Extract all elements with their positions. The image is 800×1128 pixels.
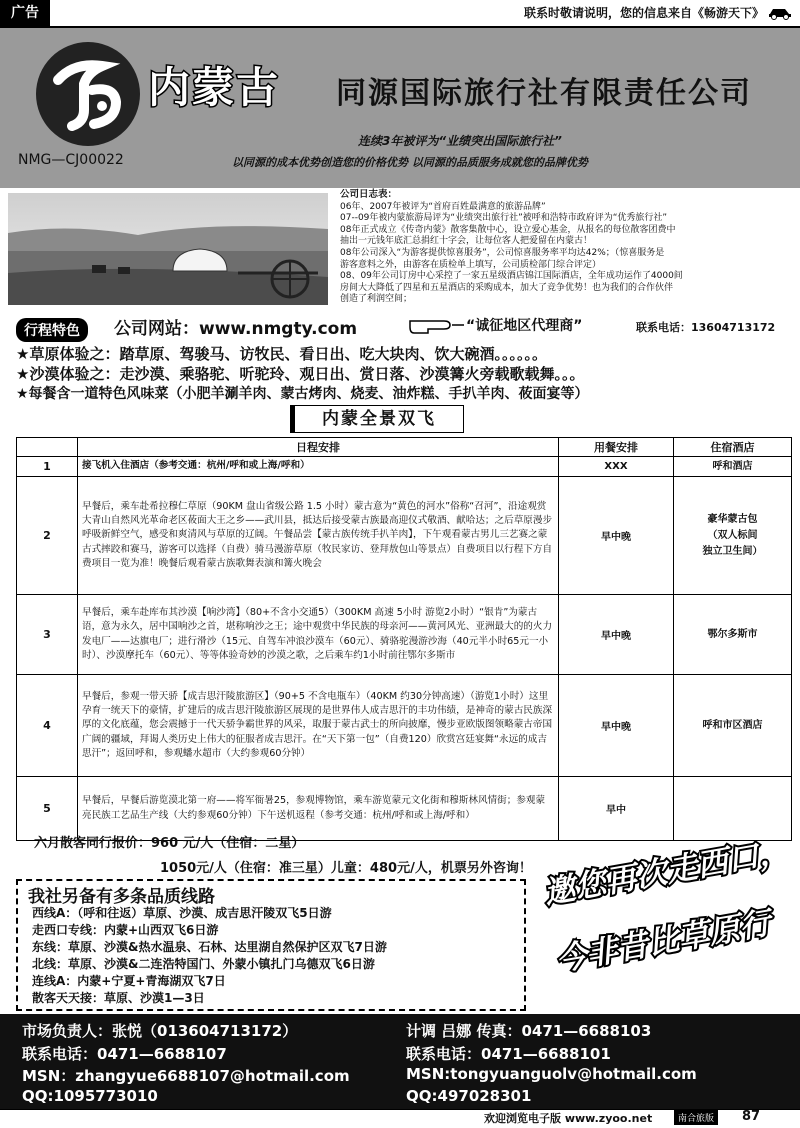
features-label: 行程特色	[16, 318, 88, 342]
route-item: 散客天天接：草原、沙漠1—3日	[32, 991, 205, 1005]
slogan-grassland: 今非昔比草原行	[553, 905, 774, 979]
meal-plan: 早中晚	[559, 477, 674, 595]
top-note: 联系时敬请说明，您的信息来自《畅游天下》	[523, 6, 764, 20]
market-manager: 市场负责人：张悦（013604713172）	[22, 1022, 298, 1040]
desert-experience: ★沙漠体验之：走沙漠、乘骆驼、听驼玲、观日出、赏日落、沙漠篝火旁载歌载舞。。。	[16, 365, 585, 383]
day-plan: 早餐后，早餐后游览漠北第一府——将军衙暑25，参观博物馆，乘车游览蒙元文化街和穆斯林风情街；参观蒙亮民族工艺品生产线（大约参观60分钟）下午送机返程（参考交通：杭州/呼和或上海/呼和）	[78, 777, 559, 841]
grassland-photo	[8, 193, 328, 305]
meal-plan: 早中晚	[559, 675, 674, 777]
brand-title: 内蒙古	[148, 63, 281, 112]
day-number: 1	[17, 457, 78, 477]
table-row	[17, 777, 792, 841]
routes-title: 我社另备有多条品质线路	[28, 887, 215, 907]
day-plan: 早餐后，乘车赴库布其沙漠【响沙湾】（80+不含小交通5）（300KM 高速 5小时 游览2小时）“银肯”为蒙古语，意为永久，居中国响沙之首，堪称响沙之王；途中观赏中华民族的母亲河——黄河风光、亚洲最大的的火力发电厂——达旗电厂；进行滑沙（15元、自驾车冲浪沙漠车（60元）、骑骆驼漫游沙海（40元半小时65元一小时）、沙漠摩托车（60元）、等等体验奇妙的沙漠之歌，之后乘车约1小时前往鄂尔多斯市	[78, 595, 559, 675]
route-item: 西线A：（呼和往返）草原、沙漠、成吉思汗陵双飞5日游	[32, 906, 332, 920]
day-plan: 早餐后，乘车赴希拉穆仁草原（90KM 盘山省级公路 1.5 小时）蒙古意为“黄色的河水”俗称“召河”，沿途观赏大青山自然风光革命老区莜面大王之乡——武川县，抵达后接受蒙古族最高迎仪式敬酒、献哈达；之后草原漫步呼吸新鲜空气，感受和爽清风与草原的辽阔。午餐品尝【蒙古族传统手扒羊肉】，下午观看蒙古男儿三艺赛之蒙古式摔跤和赛马，游客可以选择（自费）骑马漫游草原（牧民家访、登拜敖包山等景点）自费项目以行程下方自费项目一览为准！晚餐后观看蒙古族歌舞表演和篝火晚会	[78, 477, 559, 595]
day-number: 4	[17, 675, 78, 777]
planner-qq: QQ:497028301	[406, 1087, 532, 1105]
day-plan: 早餐后，参观一带天骄【成吉思汗陵旅游区】（90+5 不含电瓶车）（40KM 约30分钟高速）（游览1小时）这里孕育一统天下的豪情，扩建后的成吉思汗陵旅游区展现的是世界伟人成吉思汗的丰功伟绩，是神奇的蒙古民族深厚的文化底蕴，您会震撼于一代天骄争霸世界的风采，取服于蒙古武士的所向披靡，慢步亚欧版图领略蒙古帝国广阔的疆域，拜谒人类历史上伟大的征服者成吉思汗。在“天下第一包”（自费120）欣赏宫廷宴舞“永远的成吉思汗”；返回呼和，参观蟠水超市（大约参观60分钟）	[78, 675, 559, 777]
table-row	[17, 477, 792, 595]
planner-fax: 计调 吕娜 传真：0471—6688103	[406, 1022, 652, 1040]
contact-phone: 联系电话：13604713172	[636, 321, 776, 334]
itinerary-table	[16, 437, 792, 841]
header-slogan-2: 以同源的成本优势创造您的价格优势 以同源的品质服务成就您的品牌优势	[232, 156, 588, 169]
log-line: 08年正式成立《传奇内蒙》散客集散中心，设立爱心基金，从报名的每位散客团费中	[340, 224, 676, 235]
page-number: 87	[742, 1109, 761, 1124]
day-number: 5	[17, 777, 78, 841]
market-phone: 联系电话：0471—6688107	[22, 1045, 227, 1063]
company-name: 同源国际旅行社有限责任公司	[336, 76, 752, 111]
company-log	[340, 189, 790, 306]
meal-plan: XXX	[559, 457, 674, 477]
hotel: 豪华蒙古包 （双人标间 独立卫生间）	[674, 477, 792, 595]
log-line: 创造了利润空间；	[340, 294, 413, 305]
table-header: 住宿酒店	[674, 438, 792, 457]
log-line: 08、09年公司订房中心采控了一家五星级酒店锦江国际酒店，全年成功运作了4000间	[340, 271, 683, 282]
meal-plan: 早中晚	[559, 595, 674, 675]
grassland-experience: ★草原体验之：踏草原、驾骏马、访牧民、看日出、吃大块肉、饮大碗酒。。。。。。	[16, 345, 547, 363]
logo-mark-icon	[44, 50, 132, 138]
footer-site-link[interactable]: 欢迎浏览电子版 www.zyoo.net	[484, 1112, 653, 1125]
company-website[interactable]: 公司网站：www.nmgty.com	[114, 319, 358, 339]
log-line: 抽出一元钱年底汇总捐红十字会，让每位客人把爱留在内蒙古！	[340, 236, 593, 247]
meal-experience: ★每餐含一道特色风味菜（小肥羊涮羊肉、蒙古烤肉、烧麦、油炸糕、手扒羊肉、莜面宴等）	[16, 386, 589, 402]
log-line: 07--09年被内蒙旅游局评为“业绩突出旅行社”被呼和浩特市政府评为“优秀旅行社”	[340, 213, 668, 224]
route-item: 走西口专线：内蒙+山西双飞6日游	[32, 923, 219, 937]
footer-badge: 南合旅版	[674, 1110, 718, 1125]
slogan-invite: 邀您再次走西口，	[541, 832, 792, 912]
table-row	[17, 457, 792, 477]
price-line-2: 1050元/人（住宿：准三星）儿童：480元/人，机票另外咨询！	[160, 861, 532, 876]
day-number: 3	[17, 595, 78, 675]
ad-tag: 广告	[0, 0, 50, 26]
route-item: 北线：草原、沙漠&二连浩特国门、外蒙小镇扎门乌德双飞6日游	[32, 957, 375, 971]
table-header-row	[17, 438, 792, 457]
table-row	[17, 595, 792, 675]
hotel: 呼和酒店	[674, 457, 792, 477]
log-line: 06年、2007年被评为“首府百姓最满意的旅游品牌”	[340, 201, 546, 212]
hotel: 鄂尔多斯市	[674, 595, 792, 675]
product-code: NMG—CJ00022	[18, 152, 124, 168]
car-icon	[768, 4, 792, 20]
hotel: 呼和市区酒店	[674, 675, 792, 777]
planner-msn: MSN:tongyuanguolv@hotmail.com	[406, 1065, 697, 1083]
log-line: 游客意料之外，由游客在质检单上填写，公司质检部门综合评定）	[340, 259, 602, 270]
day-number: 2	[17, 477, 78, 595]
tour-title-banner: 内蒙全景双飞	[290, 405, 464, 433]
market-msn: MSN：zhangyue6688107@hotmail.com	[22, 1067, 350, 1085]
table-row	[17, 675, 792, 777]
day-plan: 接飞机入住酒店（参考交通：杭州/呼和或上海/呼和）	[78, 457, 559, 477]
planner-phone: 联系电话：0471—6688101	[406, 1045, 611, 1063]
route-item: 连线A：内蒙+宁夏+青海湖双飞7日	[32, 974, 226, 988]
market-qq: QQ:1095773010	[22, 1087, 158, 1105]
log-line: 房间大大降低了四星和五星酒店的采购成本，加大了竞争优势！也为我们的合作伙伴	[340, 282, 674, 293]
pointing-hand-icon	[408, 313, 466, 335]
price-line-1: 六月散客同行报价：960 元/人（住宿：二星）	[34, 836, 305, 851]
table-header: 用餐安排	[559, 438, 674, 457]
header-slogan-1: 连续3年被评为“业绩突出国际旅行社”	[358, 134, 562, 148]
log-line: 08年公司深入“为游客提供惊喜服务”，公司惊喜服务率平均达42%；（惊喜服务是	[340, 247, 665, 258]
table-header	[17, 438, 78, 457]
table-header: 日程安排	[78, 438, 559, 457]
meal-plan: 早中	[559, 777, 674, 841]
route-item: 东线：草原、沙漠&热水温泉、石林、达里湖自然保护区双飞7日游	[32, 940, 387, 954]
log-title: 公司日志表：	[340, 189, 398, 200]
agent-recruit: “诚征地区代理商”	[466, 318, 583, 334]
